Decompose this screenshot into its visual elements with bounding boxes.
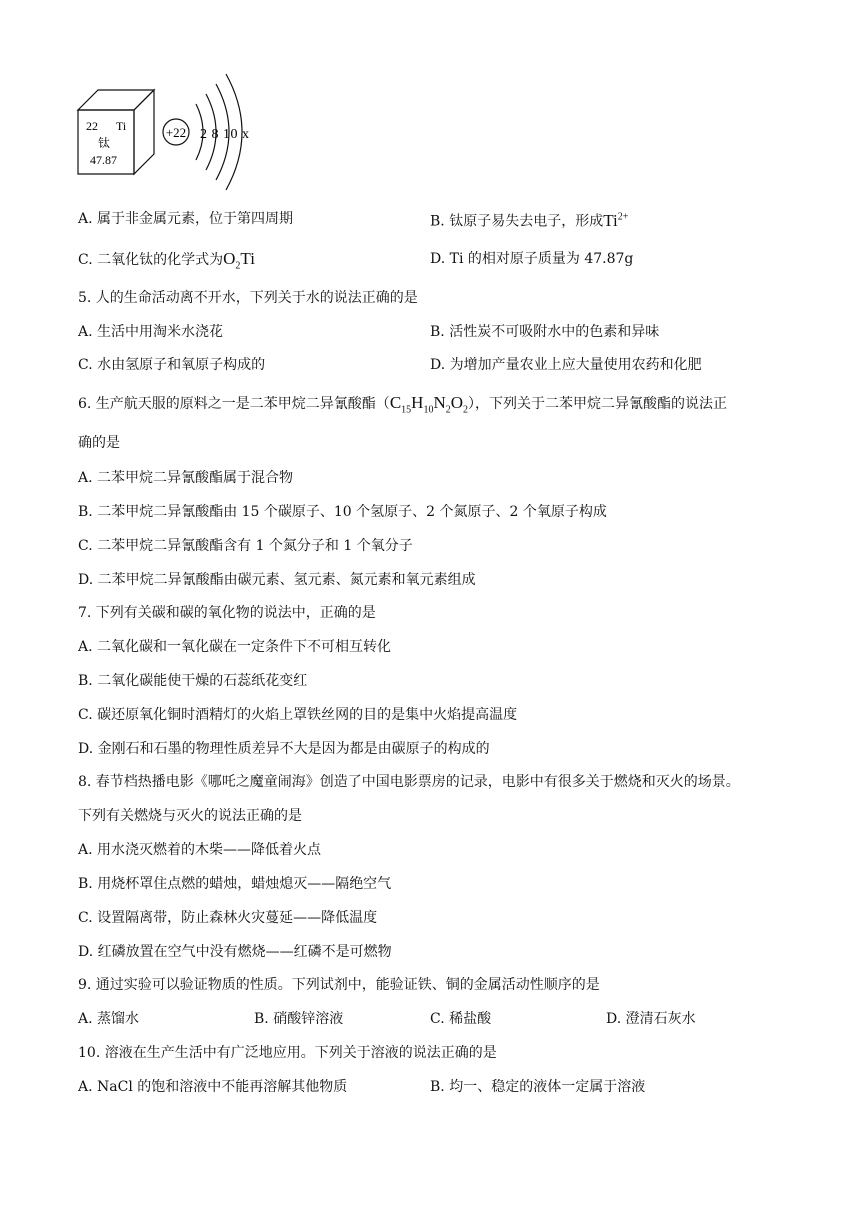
titanium-atom-figure — [76, 72, 266, 192]
q6-stem-continued: 确的是 — [78, 435, 120, 451]
q7-option-d[interactable]: D. 金刚石和石墨的物理性质差异不大是因为都是由碳原子的构成的 — [78, 741, 490, 757]
q6-stem-part2: ），下列关于二苯甲烷二异氰酸酯的说法正 — [468, 396, 727, 412]
q4-option-d[interactable]: D. Ti 的相对原子质量为 47.87g — [430, 251, 634, 267]
q9-option-d[interactable]: D. 澄清石灰水 — [606, 1011, 696, 1027]
q5-option-c[interactable]: C. 水由氢原子和氧原子构成的 — [78, 357, 266, 373]
q5-option-a[interactable]: A. 生活中用淘米水浇花 — [78, 324, 224, 340]
q4-option-b-text: B. 钛原子易失去电子，形成 — [430, 213, 604, 230]
nucleus-icon — [163, 119, 189, 145]
q8-option-a[interactable]: A. 用水浇灭燃着的木柴——降低着火点 — [78, 842, 322, 858]
element-symbol: Ti — [116, 119, 127, 133]
q7-stem: 7. 下列有关碳和碳的氧化物的说法中，正确的是 — [78, 605, 376, 621]
q9-option-a[interactable]: A. 蒸馏水 — [78, 1011, 140, 1027]
nuclear-charge: +22 — [165, 125, 187, 140]
mdi-formula: $C_{15}H_{10}N_2O_2$ — [389, 393, 468, 416]
q5-option-b[interactable]: B. 活性炭不可吸附水中的色素和异味 — [430, 324, 660, 340]
q9-option-c[interactable]: C. 稀盐酸 — [430, 1011, 492, 1027]
q4-option-c-text: C. 二氧化钛的化学式为 — [78, 252, 224, 268]
q7-option-a[interactable]: A. 二氧化碳和一氧化碳在一定条件下不可相互转化 — [78, 639, 392, 655]
q4-option-a[interactable]: A. 属于非金属元素，位于第四周期 — [78, 211, 294, 227]
q8-stem-continued: 下列有关燃烧与灭火的说法正确的是 — [78, 808, 302, 824]
q8-option-b[interactable]: B. 用烧杯罩住点燃的蜡烛，蜡烛熄灭——隔绝空气 — [78, 876, 392, 892]
atomic-mass: 47.87 — [90, 153, 117, 167]
q9-stem: 9. 通过实验可以验证物质的性质。下列试剂中，能验证铁、铜的金属活动性顺序的是 — [78, 977, 600, 993]
q6-option-a[interactable]: A. 二苯甲烷二异氰酸酯属于混合物 — [78, 470, 294, 486]
q7-option-c[interactable]: C. 碳还原氧化铜时酒精灯的火焰上罩铁丝网的目的是集中火焰提高温度 — [78, 707, 518, 723]
electron-shell-counts: 2 8 10 x — [200, 127, 250, 142]
atomic-number: 22 — [86, 119, 98, 133]
q6-stem-part1: 6. 生产航天服的原料之一是二苯甲烷二异氰酸酯（ — [78, 396, 390, 412]
q8-stem: 8. 春节档热播电影《哪吒之魔童闹海》创造了中国电影票房的记录，电影中有很多关于燃烧和灭火的场景。 — [78, 774, 740, 790]
q6-stem — [78, 394, 727, 419]
q4-option-c[interactable] — [78, 250, 255, 275]
q10-option-a[interactable]: A. NaCl 的饱和溶液中不能再溶解其他物质 — [78, 1079, 348, 1095]
q5-option-d[interactable]: D. 为增加产量农业上应大量使用农药和化肥 — [430, 357, 702, 373]
q4-option-b[interactable] — [430, 208, 628, 231]
q6-option-b[interactable]: B. 二苯甲烷二异氰酸酯由 15 个碳原子、10 个氢原子、2 个氮原子、2 个氧原子构成 — [78, 504, 607, 520]
q10-stem: 10. 溶液在生产生活中有广泛地应用。下列关于溶液的说法正确的是 — [78, 1045, 497, 1061]
ti-ion-formula: $Ti^{2+}$ — [603, 210, 629, 230]
tio2-formula: $O_2Ti$ — [223, 249, 255, 272]
element-name: 钛 — [98, 136, 111, 150]
q6-option-d[interactable]: D. 二苯甲烷二异氰酸酯由碳元素、氢元素、氮元素和氧元素组成 — [78, 572, 476, 588]
q7-option-b[interactable]: B. 二氧化碳能使干燥的石蕊纸花变红 — [78, 673, 308, 689]
q8-option-d[interactable]: D. 红磷放置在空气中没有燃烧——红磷不是可燃物 — [78, 944, 392, 960]
q10-option-b[interactable]: B. 均一、稳定的液体一定属于溶液 — [430, 1079, 646, 1095]
q9-option-b[interactable]: B. 硝酸锌溶液 — [254, 1011, 344, 1027]
q8-option-c[interactable]: C. 设置隔离带，防止森林火灾蔓延——降低温度 — [78, 910, 378, 926]
q5-stem: 5. 人的生命活动离不开水，下列关于水的说法正确的是 — [78, 290, 418, 306]
q6-option-c[interactable]: C. 二苯甲烷二异氰酸酯含有 1 个氮分子和 1 个氧分子 — [78, 538, 413, 554]
